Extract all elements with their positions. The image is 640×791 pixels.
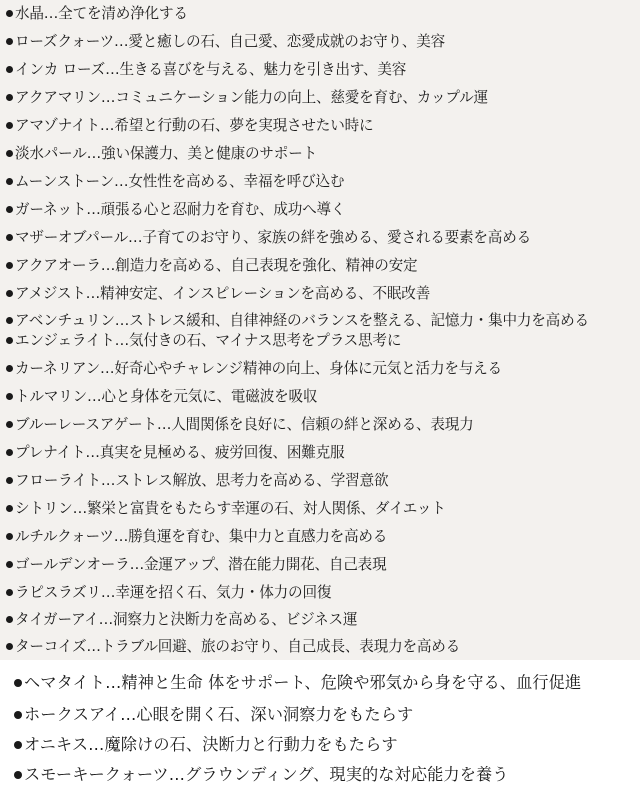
list-item: [6, 116, 640, 136]
list-item-text: ローズクォーツ…愛と癒しの石、自己愛、恋愛成就のお守り、美容: [15, 33, 446, 50]
list-item-text: ムーンストーン…女性性を高める、幸福を呼び込む: [15, 173, 345, 190]
bullet-icon: [6, 122, 13, 129]
list-item-text: スモーキークォーツ…グラウンディング、現実的な対応能力を養う: [24, 765, 509, 784]
list-item-text: タイガーアイ…洞察力と決断力を高める、ビジネス運: [15, 611, 358, 628]
list-item-text: ホークスアイ…心眼を開く石、深い洞察力をもたらす: [24, 705, 414, 724]
list-item-text: ヘマタイト…精神と生命 体をサポート、危険や邪気から身を守る、血行促進: [24, 673, 582, 692]
list-item: [14, 764, 640, 786]
list-item: [6, 527, 640, 547]
list-item: [14, 734, 640, 756]
list-item-text: アクアオーラ…創造力を高める、自己表現を強化、精神の安定: [15, 257, 418, 274]
list-item: [6, 387, 640, 407]
bullet-icon: [6, 643, 13, 650]
list-item: [6, 88, 640, 108]
bullet-icon: [6, 477, 13, 484]
list-item: [6, 311, 640, 331]
list-item: [6, 471, 640, 491]
list-item-text: フローライト…ストレス解放、思考力を高める、学習意欲: [15, 472, 389, 489]
list-item: [6, 228, 640, 248]
list-item: [6, 637, 640, 657]
bullet-icon: [6, 66, 13, 73]
list-item: [6, 443, 640, 463]
bullet-icon: [6, 38, 13, 45]
list-item: [6, 331, 640, 351]
list-item: [6, 499, 640, 519]
list-item-text: アベンチュリン…ストレス緩和、自律神経のバランスを整える、記憶力・集中力を高める: [15, 312, 589, 329]
list-item-text: プレナイト…真実を見極める、疲労回復、困難克服: [15, 444, 345, 461]
list-item: [14, 672, 640, 694]
list-item-text: アクアマリン…コミュニケーション能力の向上、慈愛を育む、カップル運: [15, 89, 488, 106]
list-item: [6, 583, 640, 603]
list-item-text: カーネリアン…好奇心やチャレンジ精神の向上、身体に元気と活力を与える: [15, 360, 502, 377]
list-item-text: インカ ローズ…生きる喜びを与える、魅力を引き出す、美容: [15, 61, 407, 78]
stone-meaning-list-lower: [0, 660, 640, 791]
list-item: [6, 144, 640, 164]
list-item: [6, 555, 640, 575]
list-item: [6, 200, 640, 220]
bullet-icon: [6, 337, 13, 344]
bullet-icon: [6, 290, 13, 297]
list-item-text: ターコイズ…トラブル回避、旅のお守り、自己成長、表現力を高める: [15, 638, 461, 655]
bullet-icon: [6, 449, 13, 456]
bullet-icon: [6, 262, 13, 269]
bullet-icon: [14, 771, 22, 779]
list-item: [6, 610, 640, 630]
list-item: [6, 172, 640, 192]
list-item-text: マザーオブパール…子育てのお守り、家族の絆を強める、愛される要素を高める: [15, 229, 531, 246]
list-item-text: ラピスラズリ…幸運を招く石、気力・体力の回復: [15, 584, 332, 601]
list-item-text: アマゾナイト…希望と行動の石、夢を実現させたい時に: [15, 117, 374, 134]
bullet-icon: [6, 317, 13, 324]
bullet-icon: [14, 741, 22, 749]
bullet-icon: [14, 711, 22, 719]
bullet-icon: [6, 206, 13, 213]
bullet-icon: [6, 589, 13, 596]
list-item-text: ゴールデンオーラ…金運アップ、潜在能力開花、自己表現: [15, 556, 387, 573]
list-item: [14, 704, 640, 726]
list-item-text: 淡水パール…強い保護力、美と健康のサポート: [15, 145, 317, 162]
list-item-text: アメジスト…精神安定、インスピレーションを高める、不眠改善: [15, 285, 431, 302]
bullet-icon: [6, 10, 13, 17]
bullet-icon: [6, 533, 13, 540]
bullet-icon: [6, 505, 13, 512]
bullet-icon: [14, 679, 22, 687]
list-item-text: ルチルクォーツ…勝負運を育む、集中力と直感力を高める: [15, 528, 388, 545]
list-item-text: シトリン…繁栄と富貴をもたらす幸運の石、対人関係、ダイエット: [15, 500, 446, 517]
bullet-icon: [6, 421, 13, 428]
bullet-icon: [6, 178, 13, 185]
bullet-icon: [6, 561, 13, 568]
bullet-icon: [6, 150, 13, 157]
list-item: [6, 60, 640, 80]
bullet-icon: [6, 94, 13, 101]
list-item: [6, 359, 640, 379]
bullet-icon: [6, 616, 13, 623]
list-item: [6, 415, 640, 435]
bullet-icon: [6, 234, 13, 241]
list-item: [6, 4, 640, 24]
list-item: [6, 256, 640, 276]
list-item-text: オニキス…魔除けの石、決断力と行動力をもたらす: [24, 735, 398, 754]
list-item-text: 水晶…全てを清め浄化する: [15, 5, 188, 22]
list-item: [6, 32, 640, 52]
list-item-text: ガーネット…頑張る心と忍耐力を育む、成功へ導く: [15, 201, 346, 218]
list-item-text: トルマリン…心と身体を元気に、電磁波を吸収: [15, 388, 318, 405]
list-item-text: ブルーレースアゲート…人間関係を良好に、信頼の絆と深める、表現力: [15, 416, 474, 433]
list-item: [6, 284, 640, 304]
bullet-icon: [6, 365, 13, 372]
list-item-text: エンジェライト…気付きの石、マイナス思考をプラス思考に: [15, 332, 402, 349]
bullet-icon: [6, 393, 13, 400]
